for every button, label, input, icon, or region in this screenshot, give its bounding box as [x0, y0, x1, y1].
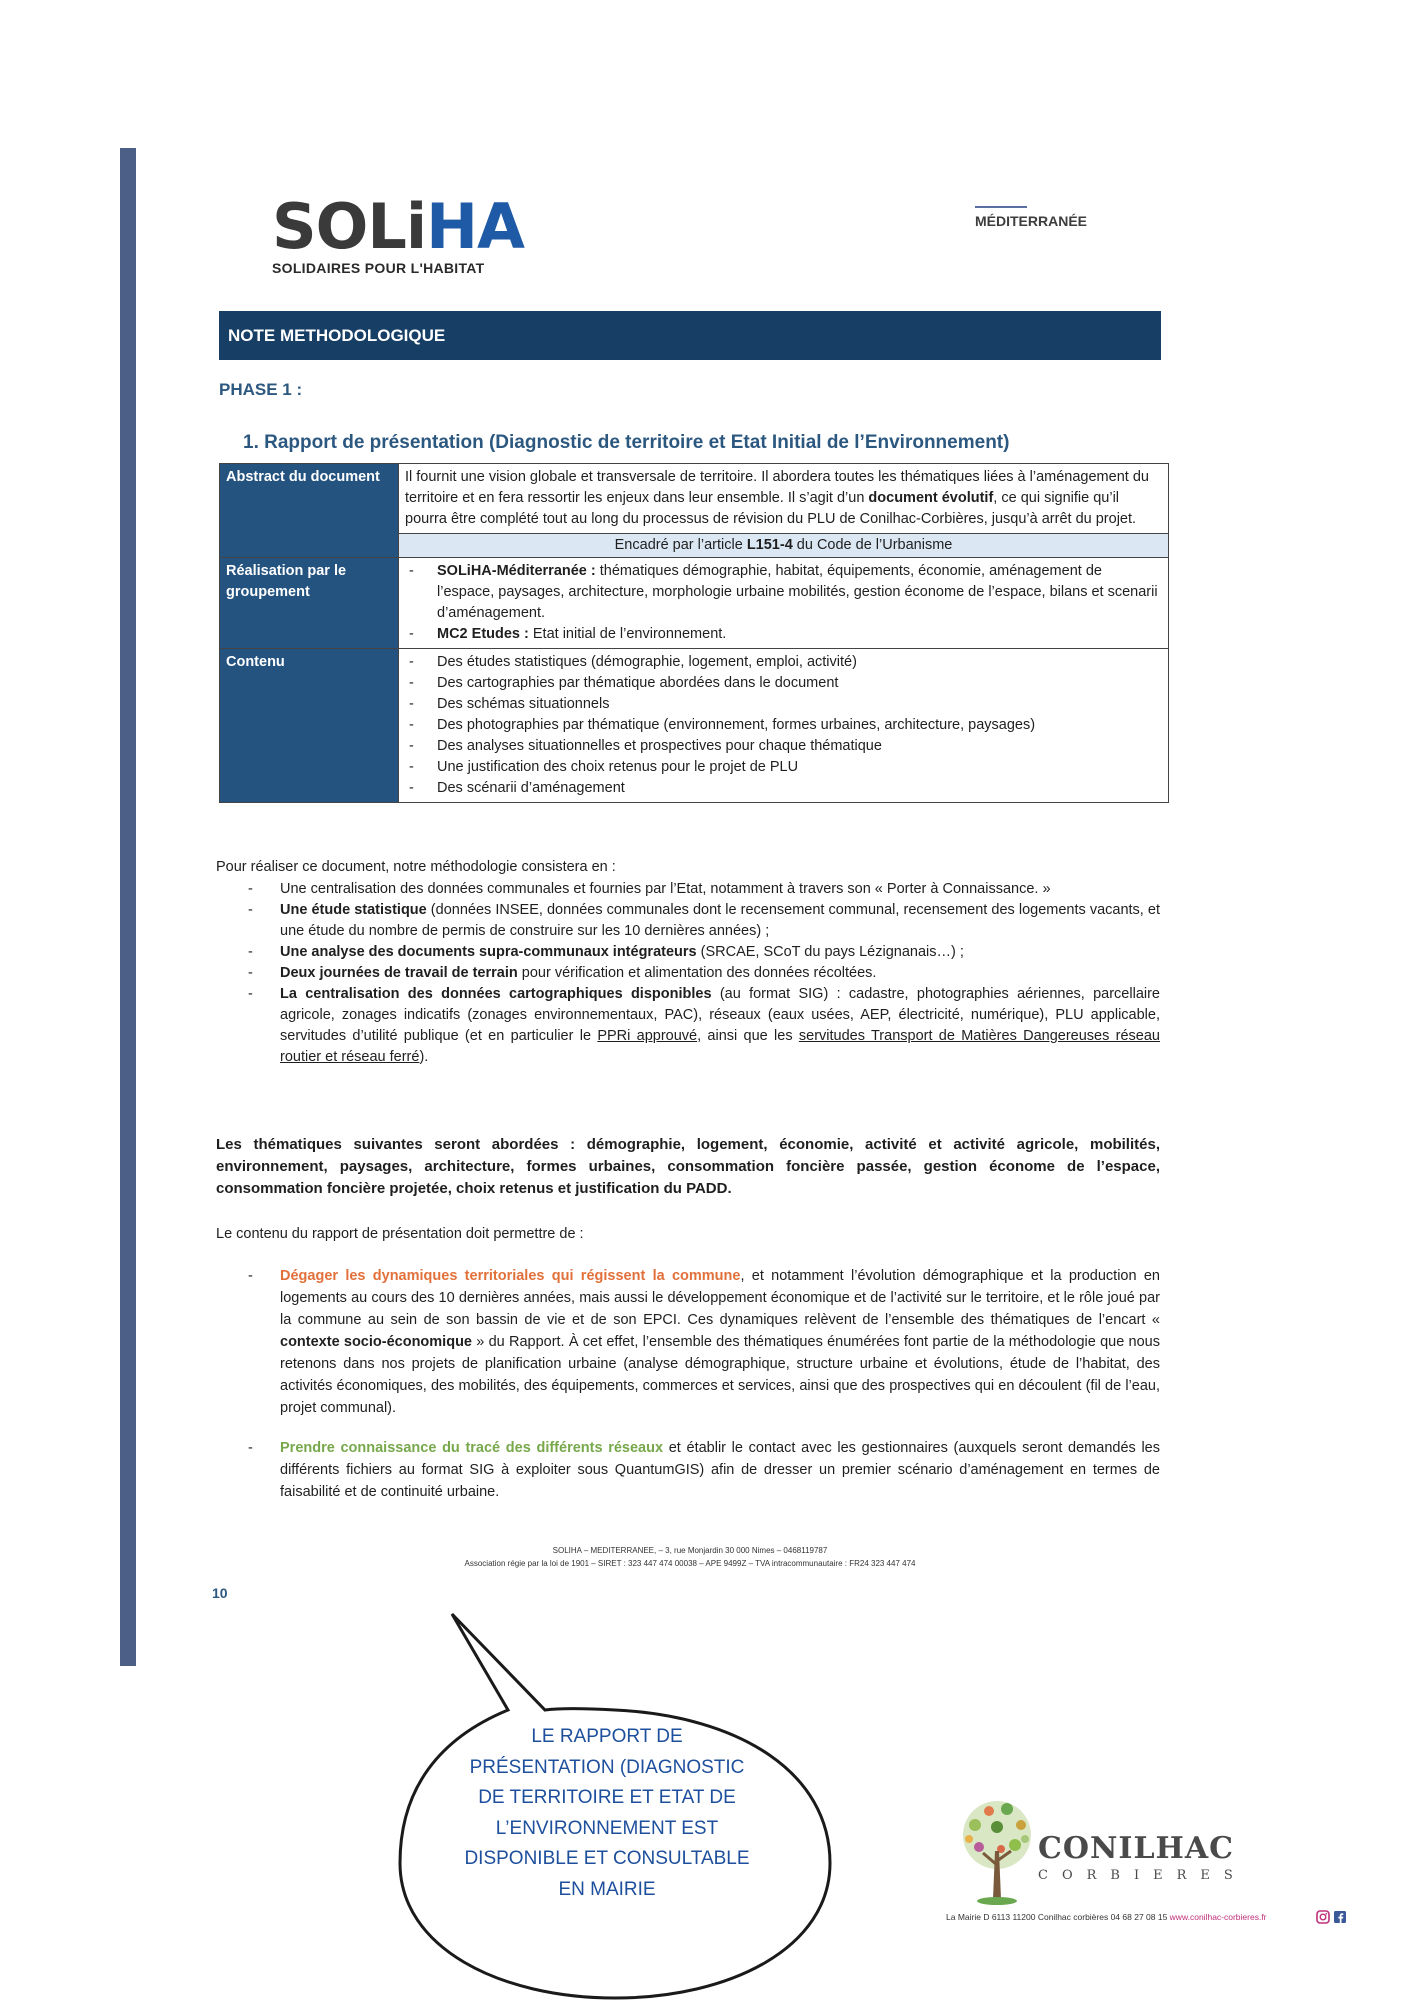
summary-table [219, 463, 1169, 803]
contenu-list [399, 649, 1169, 803]
list-item: - Dégager les dynamiques territoriales qui régissent la commune, et notamment l’évolution démographique et la production en logements au cours des 10 dernières années, mais aussi le développement économique et de l’activité sur le territoire, et le rôle joué par la commune au sein de son bassin de vie et de son EPCI. Ces dynamiques relèvent de l’ensemble des thématiques de l’encart « contexte socio-économique » du Rapport. À cet effet, l’ensemble des thématiques énumérées font partie de la méthodologie que nous retenons dans nos projets de planification urbaine (analyse démographique, structure urbaine et évolutions, étude de l’habitat, des activités économiques, des mobilités, des équipements, commerces et services, ainsi que des prospectives qui en découlent (fil de l’eau, projet communal). [240, 1265, 1160, 1419]
realisation-label: Réalisation par le groupement [220, 558, 399, 649]
footer-address: SOLIHA – MEDITERRANEE, – 3, rue Monjardin 30 000 Nimes – 0468119787 [552, 1546, 828, 1555]
page-side-bar [120, 148, 136, 1666]
note-banner: NOTE METHODOLOGIQUE [219, 311, 1161, 360]
facebook-icon[interactable] [1334, 1911, 1346, 1923]
list-item: - Des schémas situationnels [405, 694, 1162, 715]
phase-title: PHASE 1 : [219, 380, 303, 399]
logo-text-dark: SOLi [272, 190, 427, 263]
tree-logo-icon [955, 1795, 1039, 1907]
abstract-text: Il fournit une vision globale et transversale de territoire. Il abordera toutes les thématiques liées à l’aménagement du territoire et en fera ressortir les enjeux dans leur ensemble. Il s’agit d’un document évolutif, ce qui signifie qu’il pourra être complété tout au long du processus de révision du PLU de Conilhac-Corbières, jusqu’à arrêt du projet. [399, 464, 1169, 534]
encadre-row: Encadré par l’article L151-4 du Code de l’Urbanisme [399, 534, 1169, 558]
region-label: MÉDITERRANÉE [975, 213, 1088, 229]
contenu-intro: Le contenu du rapport de présentation doit permettre de : [216, 1226, 584, 1242]
logo-text-blue: HA [426, 190, 524, 263]
page-number: 10 [212, 1585, 228, 1601]
list-item: - Prendre connaissance du tracé des différents réseaux et établir le contact avec les gestionnaires (auxquels seront demandés les différents fichiers au format SIG à exploiter sous QuantumGIS) afin de dresser un premier scénario d’aménagement en termes de faisabilité et de continuité urbaine. [240, 1437, 1160, 1503]
list-item: - Des scénarii d’aménagement [405, 778, 1162, 799]
bubble-text: LE RAPPORT DE PRÉSENTATION (DIAGNOSTIC DE TERRITOIRE ET ETAT DE L’ENVIRONNEMENT EST DISPONIBLE ET CONSULTABLE EN MAIRIE [464, 1726, 750, 1900]
conilhac-subtitle: CORBIERES [1038, 1868, 1247, 1883]
list-item: - Des cartographies par thématique abordées dans le document [405, 673, 1162, 694]
contenu-label: Contenu [220, 649, 399, 803]
list-item: - MC2 Etudes : Etat initial de l’environnement. [405, 624, 1162, 645]
list-item: - Une étude statistique (données INSEE, données communales dont le recensement communal, recensement des logements vacants, et une étude du nombre de permis de construire sur les 10 dernières années) ; [240, 900, 1160, 942]
logo-tagline: SOLIDAIRES POUR L'HABITAT [272, 260, 485, 276]
conilhac-name: CONILHAC [1038, 1831, 1235, 1866]
instagram-icon[interactable] [1317, 1911, 1329, 1923]
list-item: - Deux journées de travail de terrain pour vérification et alimentation des données récoltées. [240, 963, 1160, 984]
mairie-contact: La Mairie D 6113 11200 Conilhac corbières 04 68 27 08 15 www.conilhac-corbieres.fr [946, 1912, 1267, 1922]
section-title: 1. Rapport de présentation (Diagnostic de territoire et Etat Initial de l’Environnement) [243, 432, 1010, 453]
list-item: - La centralisation des données cartographiques disponibles (au format SIG) : cadastre, photographies aériennes, parcellaire agricole, zonages indicatifs (zonages environnementaux, PAC), réseaux (eaux usées, AEP, électricité, numérique), PLU applicable, servitudes d’utilité publique (et en particulier le PPRi approuvé, ainsi que les servitudes Transport de Matières Dangereuses réseau routier et réseau ferré). [240, 984, 1160, 1068]
list-item: - Une justification des choix retenus pour le projet de PLU [405, 757, 1162, 778]
social-icons [1316, 1910, 1350, 1929]
footer-legal: Association régie par la loi de 1901 – SIRET : 323 447 474 00038 – APE 9499Z – TVA intracommunautaire : FR24 323 447 474 [464, 1559, 916, 1568]
themes-paragraph: Les thématiques suivantes seront abordées : démographie, logement, économie, activité et activité agricole, mobilités, environnement, paysages, architecture, formes urbaines, consommation foncière passée, gestion économe de l’espace, consommation foncière projetée, choix retenus et justification du PADD. [216, 1136, 1160, 1197]
list-item: - Des études statistiques (démographie, logement, emploi, activité) [405, 652, 1162, 673]
methodology-list [240, 879, 1160, 1068]
website-link[interactable]: www.conilhac-corbieres.fr [1169, 1912, 1267, 1922]
list-item: - Une analyse des documents supra-communaux intégrateurs (SRCAE, SCoT du pays Lézignanais…) ; [240, 942, 1160, 963]
list-item: - Une centralisation des données communales et fournies par l’Etat, notamment à travers son « Porter à Connaissance. » [240, 879, 1160, 900]
list-item: - Des photographies par thématique (environnement, formes urbaines, architecture, paysages) [405, 715, 1162, 736]
list-item: - SOLiHA-Méditerranée : thématiques démographie, habitat, équipements, économie, aménagement de l’espace, paysages, architecture, morphologie urbaine mobilités, gestion économe de l’espace, bilans et scenarii d’aménagement. [405, 561, 1162, 624]
realisation-list [399, 558, 1169, 649]
objectives-list [240, 1265, 1160, 1521]
list-item: - Des analyses situationnelles et prospectives pour chaque thématique [405, 736, 1162, 757]
region-divider [975, 206, 1027, 208]
soliha-logo [272, 190, 524, 276]
abstract-label: Abstract du document [220, 464, 399, 558]
methodology-intro: Pour réaliser ce document, notre méthodologie consistera en : [216, 859, 616, 875]
